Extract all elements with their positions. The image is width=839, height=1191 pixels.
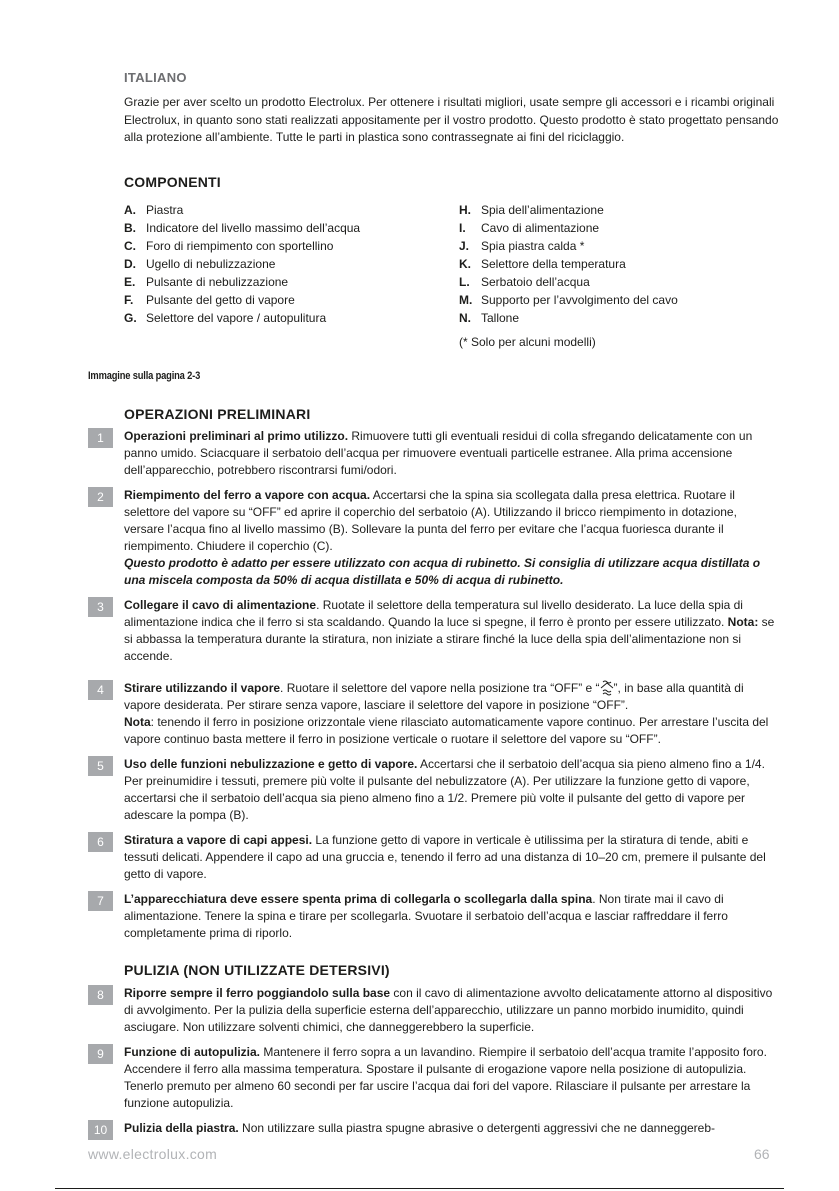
component-item: L. Serbatoio dell’acqua: [459, 275, 590, 289]
component-item: I. Cavo di alimentazione: [459, 221, 600, 235]
component-item: G. Selettore del vapore / autopulitura: [124, 311, 327, 325]
step-text: Stirare utilizzando il vapore. Ruotare il selettore del vapore nella posizione tra “OFF” e “ ”, in base alla quantità di vapore desiderata. Per stirare senza vapore, lasciare il selettore del vapore in posizione “OFF”. Nota: tenendo il ferro in posizione orizzontale viene rilasciato automaticamente vapore continuo. Per arrestare l’uscita del vapore continuo basta mettere il ferro in posizione verticale o ruotare il selettore del vapore su “OFF”.: [124, 681, 769, 746]
image-reference: Immagine sulla pagina 2-3: [88, 370, 201, 382]
step-9: [88, 1044, 780, 1112]
step-8: [88, 985, 780, 1036]
component-item: C. Foro di riempimento con sportellino: [124, 239, 334, 253]
step-number-badge: 2: [88, 487, 113, 507]
components-list-left: [124, 201, 360, 327]
step-text: Uso delle funzioni nebulizzazione e getto di vapore. Accertarsi che il serbatoio dell’acqua sia pieno almeno fino a 1/4. Per preinumidire i tessuti, premere più volte il pulsante del nebulizzatore (A). Per utilizzare la funzione getto di vapore, accertarsi che il serbatoio dell’acqua sia pieno almeno fino a 1/2. Premere più volte il pulsante del getto di vapore per adescare la pompa (B).: [124, 757, 765, 822]
step-number-badge: 7: [88, 891, 113, 911]
language-title: ITALIANO: [124, 70, 187, 85]
step-text: L’apparecchiatura deve essere spenta prima di collegarla o scollegarla dalla spina. Non tirate mai il cavo di alimentazione. Tenere la spina e tirare per scollegarla. Svuotare il serbatoio dell’acqua e lasciar raffreddare il ferro completamente prima di riporlo.: [124, 892, 728, 940]
cleaning-title: PULIZIA (NON UTILIZZATE DETERSIVI): [124, 962, 390, 978]
step-text: Funzione di autopulizia. Mantenere il ferro sopra a un lavandino. Riempire il serbatoio dell’acqua tramite l’apposito foro. Accendere il ferro alla massima temperatura. Spostare il pulsante di erogazione vapore nella posizione di autopulizia. Tenerlo premuto per almeno 60 secondi per far uscire l’acqua dai fori del vapore. Rilasciare il pulsante per arrestare la funzione autopulizia.: [124, 1045, 767, 1110]
component-item: J. Spia piastra calda *: [459, 239, 585, 253]
component-item: N. Tallone: [459, 311, 520, 325]
step-number-badge: 5: [88, 756, 113, 776]
step-7: [88, 891, 780, 942]
models-note: (* Solo per alcuni modelli): [459, 335, 596, 349]
step-number-badge: 9: [88, 1044, 113, 1064]
footer-divider: [55, 1188, 784, 1189]
step-1: [88, 428, 780, 479]
step-text: Stiratura a vapore di capi appesi. La funzione getto di vapore in verticale è utilissima per la stiratura di tende, abiti e tessuti delicati. Appendere il capo ad una gruccia e, tenendo il ferro ad una distanza di 10–20 cm, premere il pulsante del getto di vapore.: [124, 833, 766, 881]
component-item: M. Supporto per l’avvolgimento del cavo: [459, 293, 678, 307]
component-item: B. Indicatore del livello massimo dell’acqua: [124, 221, 361, 235]
component-item: A. Piastra: [124, 203, 184, 217]
component-item: D. Ugello di nebulizzazione: [124, 257, 276, 271]
components-title: COMPONENTI: [124, 174, 221, 190]
step-5: [88, 756, 780, 824]
steam-icon: [600, 680, 614, 696]
step-number-badge: 10: [88, 1120, 113, 1140]
step-text: Operazioni preliminari al primo utilizzo. Rimuovere tutti gli eventuali residui di colla sfregando delicatamente con un panno umido. Sciacquare il serbatoio dell’acqua per rimuovere eventuali particelle estranee. Alla prima accensione dell’apparecchio, potrebbero riscontrarsi fumi/odori.: [124, 429, 753, 477]
step-number-badge: 1: [88, 428, 113, 448]
step-number-badge: 8: [88, 985, 113, 1005]
intro-paragraph: Grazie per aver scelto un prodotto Electrolux. Per ottenere i risultati migliori, usate sempre gli accessori e i ricambi originali Electrolux, in quanto sono stati realizzati appositamente per il vostro prodotto. Questo prodotto è stato progettato pensando alla protezione all’ambiente. Tutte le parti in plastica sono contrassegnate ai fini del riciclaggio.: [124, 95, 779, 144]
step-text: Collegare il cavo di alimentazione. Ruotate il selettore della temperatura sul livello desiderato. La luce della spia di alimentazione indica che il ferro si sta scaldando. Quando la luce si spegne, il ferro è pronto per essere utilizzato. Nota: se si abbassa la temperatura durante la stiratura, non iniziate a stirare finché la luce della spia dell’alimentazione non si accende.: [124, 598, 775, 663]
step-text: Riporre sempre il ferro poggiandolo sulla base con il cavo di alimentazione avvolto delicatamente attorno al dispositivo di avvolgimento. Per la pulizia della superficie esterna dell’apparecchio, utilizzare un panno morbido inumidito, quindi asciugare. Non utilizzare solventi chimici, che danneggerebbero la superficie.: [124, 986, 773, 1034]
step-number-badge: 3: [88, 597, 113, 617]
components-list-right: [459, 201, 678, 327]
preliminary-title: OPERAZIONI PRELIMINARI: [124, 406, 311, 422]
step-number-badge: 4: [88, 680, 113, 700]
footer-page-number: 66: [754, 1146, 770, 1162]
step-number-badge: 6: [88, 832, 113, 852]
component-item: E. Pulsante di nebulizzazione: [124, 275, 289, 289]
step-text: Riempimento del ferro a vapore con acqua. Accertarsi che la spina sia scollegata dalla presa elettrica. Ruotare il selettore del vapore su “OFF” ed aprire il coperchio del serbatoio (A). Utilizzando il bricco riempimento in dotazione, versare l’acqua fino al livello massimo (B). Sollevare la punta del ferro per evitare che l’acqua fuoriesca durante il riempimento. Chiudere il coperchio (C). Questo prodotto è adatto per essere utilizzato con acqua di rubinetto. Si consiglia di utilizzare acqua distillata o una miscela composta da 50% di acqua distillata e 50% di acqua di rubinetto.: [124, 488, 761, 587]
component-item: K. Selettore della temperatura: [459, 257, 626, 271]
step-6: [88, 832, 780, 883]
step-4: [88, 680, 780, 748]
emphasis-note: Questo prodotto è adatto per essere utilizzato con acqua di rubinetto. Si consiglia di utilizzare acqua distillata o una miscela composta da 50% di acqua distillata e 50% di acqua di rubinetto.: [124, 556, 761, 587]
step-2: [88, 487, 780, 589]
footer-website: www.electrolux.com: [88, 1146, 218, 1162]
step-3: [88, 597, 780, 665]
component-item: F. Pulsante del getto di vapore: [124, 293, 295, 307]
step-10: [88, 1120, 780, 1137]
component-item: H. Spia dell’alimentazione: [459, 203, 604, 217]
step-text: Pulizia della piastra. Non utilizzare sulla piastra spugne abrasive o detergenti aggressivi che ne danneggereb-: [124, 1121, 716, 1135]
